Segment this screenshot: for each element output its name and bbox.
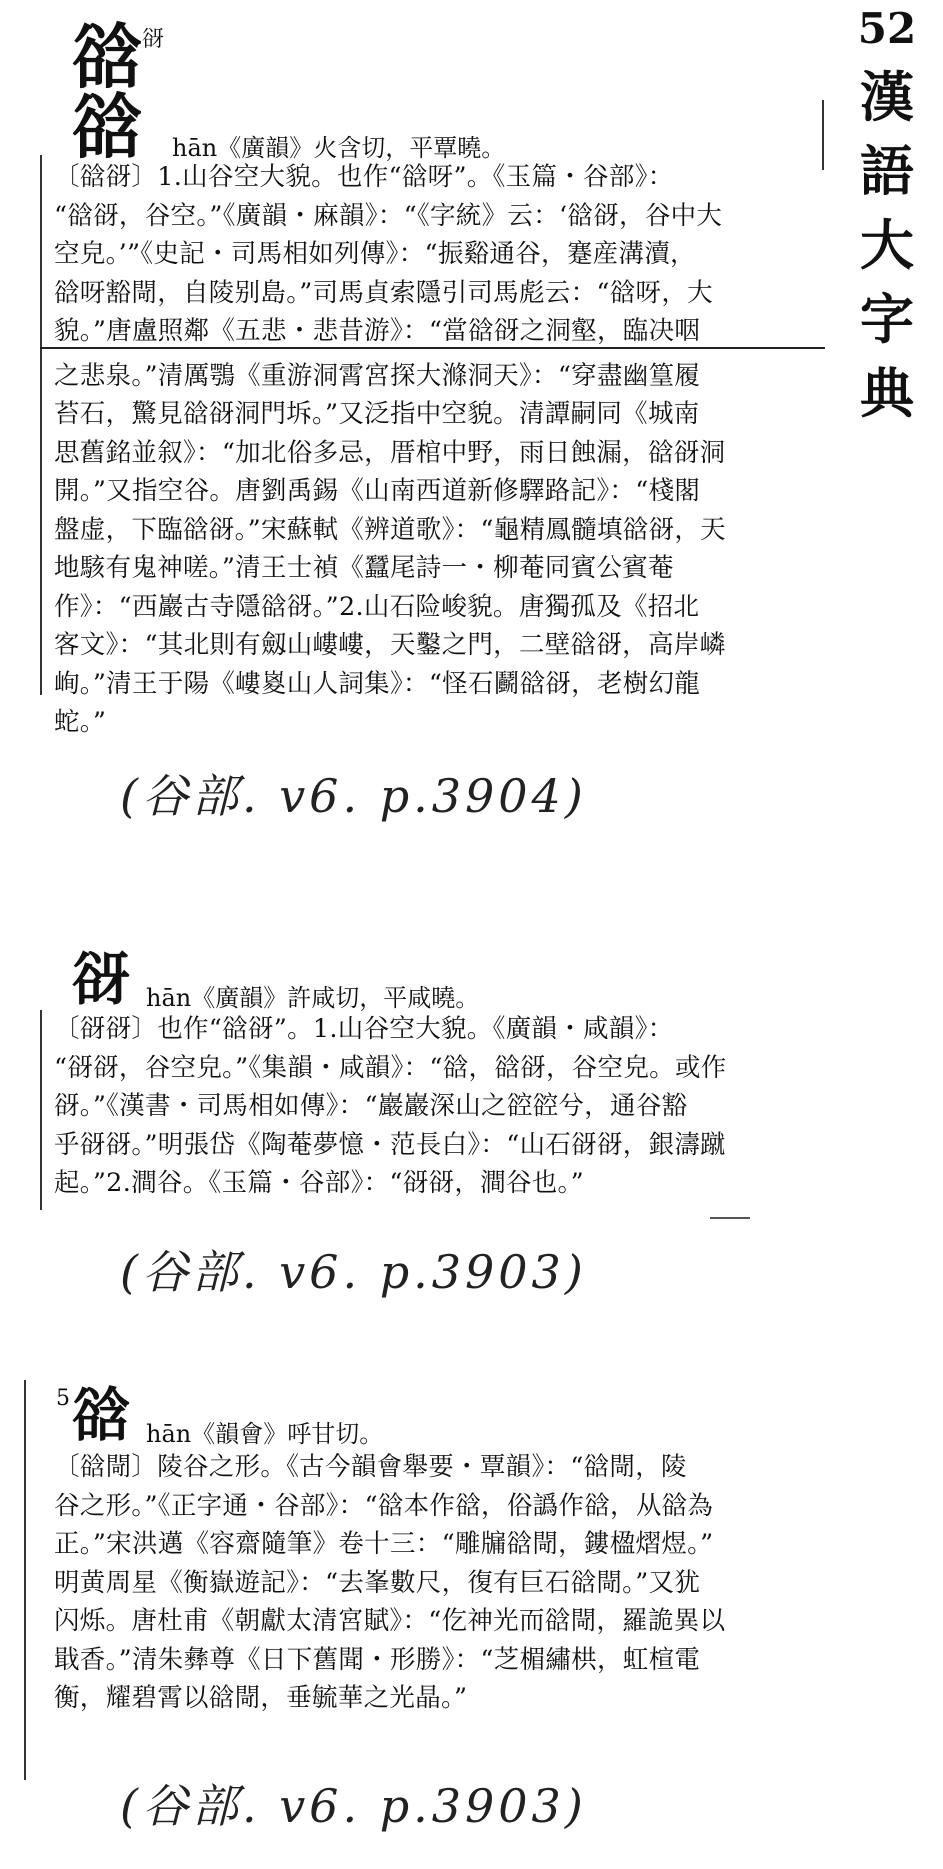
text-line: 闪烁。唐杜甫《朝獻太清宮賦》：“仡神光而谽閜，羅詭異以 xyxy=(54,1606,726,1636)
entry2-definition xyxy=(54,1010,834,1203)
left-margin-line xyxy=(24,1380,26,1780)
title-char: 大 xyxy=(860,213,914,277)
left-margin-line xyxy=(40,155,42,695)
text-line: 空皃。’”《史記・司馬相如列傳》：“振谿通谷，蹇産溝瀆， xyxy=(54,239,696,269)
text-line: 峋。”清王于陽《嶁嵏山人詞集》：“怪石鬬谽谺，老樹幻龍 xyxy=(54,668,701,699)
text-line: “谽谺，谷空。”《廣韻・麻韻》：“《字統》云：‘谽谺，谷中大 xyxy=(54,200,723,231)
text-line: 衡，耀碧霄以谽閜，垂毓華之光晶。” xyxy=(54,1683,468,1713)
text-line: 正。”宋洪邁《容齋隨筆》卷十三：“雕牖谽閜，鏤楹熠煜。” xyxy=(54,1529,714,1559)
text-line: 戢香。”清朱彝尊《日下舊聞・形勝》：“芝楣繡栱，虹楦電 xyxy=(54,1644,701,1675)
title-char: 字 xyxy=(860,287,914,351)
cut-line xyxy=(40,347,825,349)
text-line: 蛇。” xyxy=(54,707,107,737)
text-line: 盤虚，下臨谽谺。”宋蘇軾《辨道歌》：“龜精鳳髓填谽谺，天 xyxy=(54,514,726,545)
text-line: 貌。”唐盧照鄰《五悲・悲昔游》：“當谽谺之洞壑，臨决咽 xyxy=(54,316,701,346)
entry1-variant-sup: 谺 xyxy=(142,27,165,52)
entry1-handwritten-note: (谷部. v6. p.3904) xyxy=(120,769,587,823)
entry3-handwritten-note: (谷部. v6. p.3903) xyxy=(120,1779,587,1833)
entry2-headword: 谺 xyxy=(72,945,131,1013)
text-line: 谽呀豁閜，自陵别島。”司馬貞索隱引司馬彪云：“谽呀，大 xyxy=(54,277,713,308)
title-char: 典 xyxy=(860,361,914,425)
entry3-definition xyxy=(54,1448,834,1718)
entry3-pronunciation: hān《韻會》呼甘切。 xyxy=(146,1420,384,1448)
text-line: 之悲泉。”清厲鶚《重游洞霄宮探大滌洞天》：“穿盡幽篁履 xyxy=(54,360,701,391)
entry1-headword: 谽 xyxy=(72,85,142,168)
entry3-stroke-count: 5 xyxy=(56,1386,70,1411)
entry2-handwritten-note: (谷部. v6. p.3903) xyxy=(120,1245,587,1299)
title-char: 語 xyxy=(860,139,914,203)
text-line: 〔谽閜〕陵谷之形。《古今韻會舉要・覃韻》：“谽閜，陵 xyxy=(54,1452,687,1482)
text-line: 思舊銘並叙》：“加北俗多忌，厝棺中野，雨日蝕漏，谽谺洞 xyxy=(54,437,726,468)
text-line: 谺。”《漢書・司馬相如傳》：“巖巖深山之谾谾兮，通谷豁 xyxy=(54,1091,688,1121)
text-line: 〔谺谺〕也作“谽谺”。1.山谷空大貌。《廣韻・咸韻》： xyxy=(54,1014,674,1044)
entry3-headword: 谽 xyxy=(72,1381,131,1449)
text-line: 明黄周星《衡嶽遊記》：“去峯數尺，復有巨石谽閜。”又犹 xyxy=(54,1567,701,1598)
entry1-pronunciation: hān《廣韻》火含切，平覃曉。 xyxy=(172,134,506,162)
text-line: 谷之形。”《正字通・谷部》：“谽本作谽，俗譌作谽，从谽為 xyxy=(54,1490,714,1521)
entry2-pronunciation: hān《廣韻》許咸切，平咸曉。 xyxy=(146,984,480,1012)
text-line: 客文》：“其北則有劔山嶁嶁，天鑿之門，二壁谽谺，高岸嶙 xyxy=(54,630,726,660)
text-line: 開。”又指空谷。唐劉禹錫《山南西道新修驛路記》：“棧閣 xyxy=(54,476,701,506)
text-line: 苔石，驚見谽谺洞門坼。”又泛指中空貌。清譚嗣同《城南 xyxy=(54,399,700,429)
entry1-variant-head: 谽 xyxy=(72,15,142,98)
text-line: 乎谺谺。”明張岱《陶菴夢憶・范長白》：“山石谺谺，銀濤蹴 xyxy=(54,1129,726,1160)
dash-mark xyxy=(710,1217,750,1219)
text-line: 〔谽谺〕1.山谷空大貌。也作“谽呀”。《玉篇・谷部》： xyxy=(54,162,674,192)
text-line: “谺谺，谷空皃。”《集韻・咸韻》：“谽，谽谺，谷空皃。或作 xyxy=(54,1052,727,1083)
text-line: 地駭有鬼神嗟。”清王士禎《蠶尾詩一・柳菴同賓公賓菴 xyxy=(54,553,674,583)
dictionary-title xyxy=(842,4,932,430)
text-line: 起。”2.澗谷。《玉篇・谷部》：“谺谺，澗谷也。” xyxy=(54,1168,584,1198)
title-char: 漢 xyxy=(860,65,914,129)
page-number: 52 xyxy=(857,4,917,53)
left-margin-line xyxy=(40,1010,42,1210)
text-line: 作》：“西巖古寺隱谽谺。”2.山石险峻貌。唐獨孤及《招北 xyxy=(54,591,700,622)
entry1-definition xyxy=(54,158,834,742)
